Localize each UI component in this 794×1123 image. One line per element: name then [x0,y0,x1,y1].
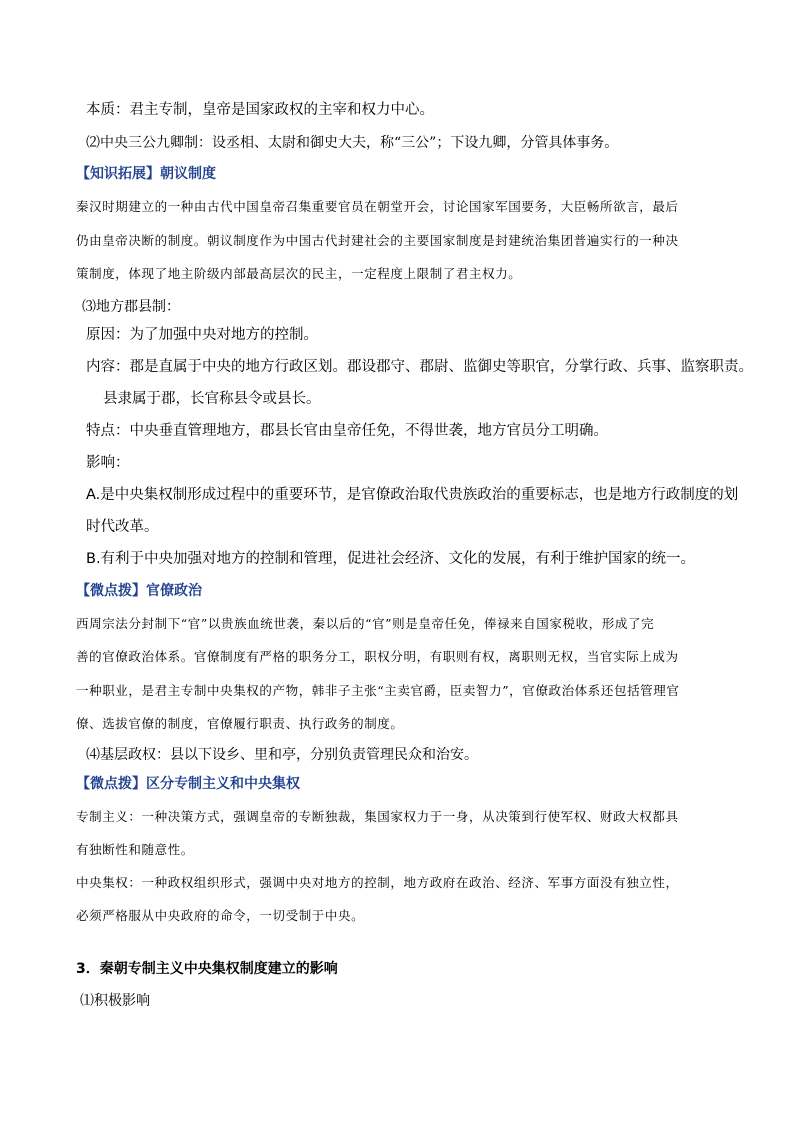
influence-b-line: B.有利于中央加强对地方的控制和管理，促进社会经济、文化的发展，有利于维护国家的统一。 [86,551,696,567]
knowledge-expansion-tag: 【知识拓展】朝议制度 [76,166,216,182]
micro-tip-tag: 【微点拨】官僚政治 [76,583,202,599]
box1-paragraph-line: 策制度，体现了地主阶级内部最高层次的民主，一定程度上限制了君主权力。 [76,266,522,281]
influence-label: 影响： [86,455,130,471]
box1-paragraph-line: 仍由皇帝决断的制度。朝议制度作为中国古代封建社会的主要国家制度是封建统治集团普遍实行的一种决 [76,233,679,248]
box2-paragraph-line: 一种职业，是君主专制中央集权的产物，韩非子主张“主卖官爵，臣卖智力”，官僚政治体系还包括管理官 [76,683,680,698]
content-line: 内容：郡是直属于中央的地方行政区划。郡设郡守、郡尉、监御史等职官，分掌行政、兵事、监察职责。 [86,359,753,375]
county-system-title: ⑶地方郡县制： [82,299,180,315]
reason-line: 原因：为了加强中央对地方的控制。 [86,327,318,343]
box3-paragraph-line: 有独断性和随意性。 [76,842,194,857]
box2-paragraph-line: 善的官僚政治体系。官僚制度有严格的职务分工，职权分明，有职则有权，离职则无权，当官实际上成为 [76,649,679,664]
grassroots-line: ⑷基层政权：县以下设乡、里和亭，分别负责管理民众和治安。 [86,747,478,763]
positive-influence-heading: ⑴积极影响 [80,993,150,1009]
micro-tip-tag: 【微点拨】区分专制主义和中央集权 [76,776,300,792]
box3-paragraph-line: 必须严格服从中央政府的命令，一切受制于中央。 [76,908,365,923]
three-lords-line: ⑵中央三公九卿制：设丞相、太尉和御史大夫，称“三公”；下设九卿，分管具体事务。 [86,135,619,151]
section-3-heading: 3．秦朝专制主义中央集权制度建立的影响 [76,961,338,977]
box3-paragraph-line: 中央集权：一种政权组织形式，强调中央对地方的控制，地方政府在政治、经济、军事方面没有独立性， [76,875,679,890]
box1-paragraph-line: 秦汉时期建立的一种由古代中国皇帝召集重要官员在朝堂开会，讨论国家军国要务，大臣畅所欲言，最后 [76,199,679,214]
box2-paragraph-line: 西周宗法分封制下“官”以贵族血统世袭，秦以后的“官”则是皇帝任免，俸禄来自国家税收，形成了完 [76,616,655,631]
influence-a-line-continued: 时代改革。 [86,519,159,535]
influence-a-line: A.是中央集权制形成过程中的重要环节，是官僚政治取代贵族政治的重要标志，也是地方行政制度的划 [86,487,739,503]
box2-paragraph-line: 僚、选拔官僚的制度，官僚履行职责、执行政务的制度。 [76,716,404,731]
box3-paragraph-line: 专制主义：一种决策方式，强调皇帝的专断独裁，集国家权力于一身，从决策到行使军权、财政大权都具 [76,809,679,824]
content-line-continued: 县隶属于郡，长官称县令或县长。 [103,391,321,407]
essence-line: 本质：君主专制，皇帝是国家政权的主宰和权力中心。 [86,102,434,118]
feature-line: 特点：中央垂直管理地方，郡县长官由皇帝任免，不得世袭，地方官员分工明确。 [86,423,608,439]
